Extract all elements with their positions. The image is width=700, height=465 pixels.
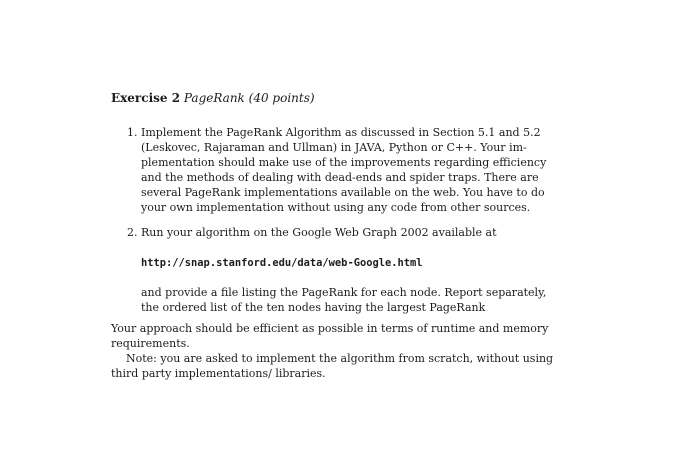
exercise-title: PageRank <box>183 91 245 105</box>
item-text-line: and provide a file listing the PageRank for each node. Report separately, <box>141 286 547 299</box>
item-text-line: several PageRank implementations available on the web. You have to do <box>141 186 545 199</box>
item-text-line: Run your algorithm on the Google Web Graph 2002 available at <box>141 226 497 239</box>
exercise-label: Exercise 2 <box>111 91 181 105</box>
item-text-line: the ordered list of the ten nodes having the largest PageRank <box>141 301 486 314</box>
dataset-url-link[interactable]: http://snap.stanford.edu/data/web-Google.html <box>141 257 423 269</box>
item-text-line: and the methods of dealing with dead-ends and spider traps. There are <box>141 171 539 184</box>
note-text-line: third party implementations/ libraries. <box>111 367 326 380</box>
item-text-line: your own implementation without using any code from other sources. <box>141 201 531 214</box>
closing-text-line: requirements. <box>111 337 190 350</box>
item-text-line: Implement the PageRank Algorithm as discussed in Section 5.1 and 5.2 <box>141 126 541 139</box>
item-text-line: plementation should make use of the improvements regarding efficiency <box>141 156 547 169</box>
exercise-points: (40 points) <box>248 91 315 105</box>
item-text-line: (Leskovec, Rajaraman and Ullman) in JAVA, Python or C++. Your im- <box>141 141 527 154</box>
item-number: 1. <box>127 126 138 139</box>
exercise-heading <box>111 90 315 106</box>
note-text-line: Note: you are asked to implement the algorithm from scratch, without using <box>126 352 554 365</box>
item-number: 2. <box>127 226 138 239</box>
closing-text-line: Your approach should be efficient as possible in terms of runtime and memory <box>111 322 549 335</box>
